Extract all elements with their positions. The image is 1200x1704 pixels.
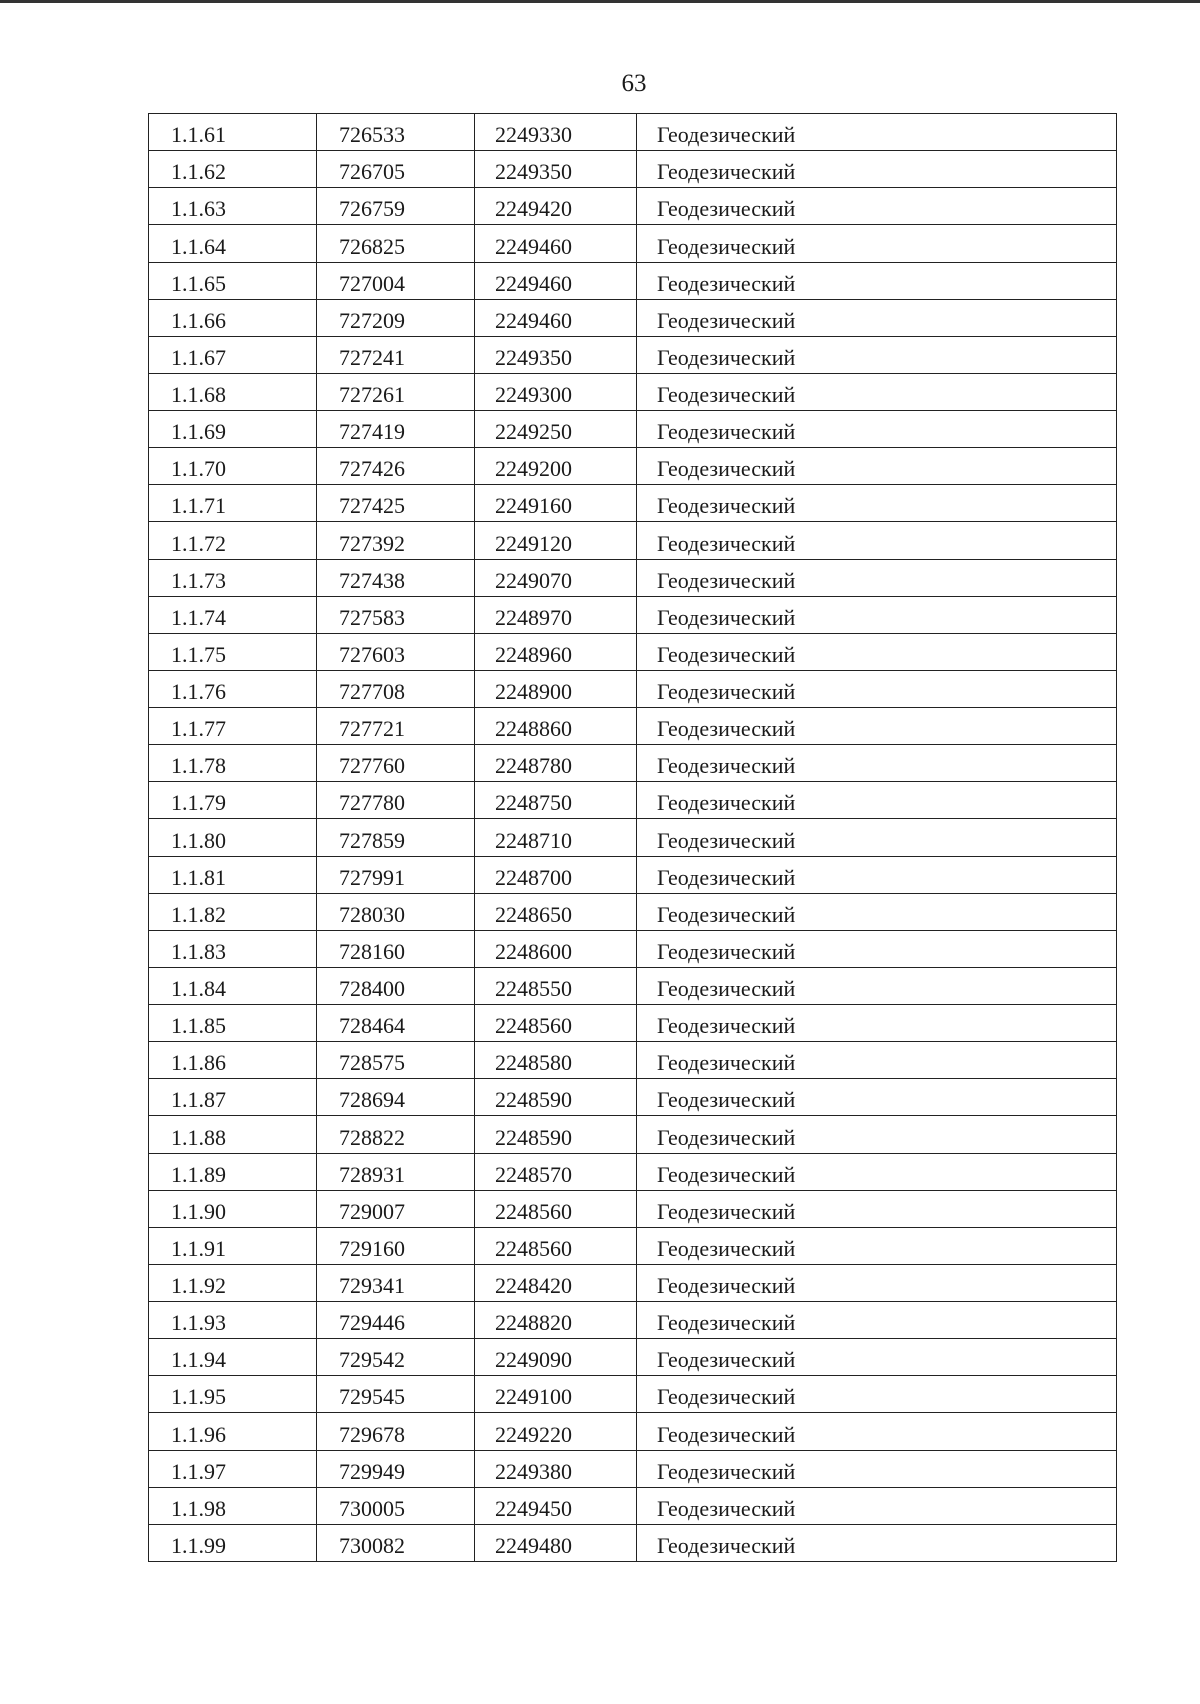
point-number-cell: 1.1.71 — [149, 485, 317, 522]
x-coordinate-cell: 729446 — [317, 1302, 475, 1339]
point-number-cell: 1.1.72 — [149, 522, 317, 559]
point-type-cell: Геодезический — [637, 411, 1117, 448]
y-coordinate-cell: 2249460 — [475, 262, 637, 299]
point-type-cell: Геодезический — [637, 670, 1117, 707]
y-coordinate-cell: 2248560 — [475, 1005, 637, 1042]
point-number-cell: 1.1.67 — [149, 336, 317, 373]
point-number-cell: 1.1.85 — [149, 1005, 317, 1042]
x-coordinate-cell: 727004 — [317, 262, 475, 299]
point-type-cell: Геодезический — [637, 336, 1117, 373]
point-type-cell: Геодезический — [637, 1524, 1117, 1561]
table-row — [149, 225, 1117, 262]
y-coordinate-cell: 2248600 — [475, 930, 637, 967]
point-number-cell: 1.1.68 — [149, 373, 317, 410]
point-type-cell: Геодезический — [637, 1413, 1117, 1450]
x-coordinate-cell: 727438 — [317, 559, 475, 596]
point-number-cell: 1.1.80 — [149, 819, 317, 856]
x-coordinate-cell: 729160 — [317, 1227, 475, 1264]
point-number-cell: 1.1.79 — [149, 782, 317, 819]
y-coordinate-cell: 2248550 — [475, 967, 637, 1004]
table-row — [149, 1413, 1117, 1450]
table-row — [149, 448, 1117, 485]
point-number-cell: 1.1.76 — [149, 670, 317, 707]
page-number: 63 — [621, 70, 647, 97]
y-coordinate-cell: 2249350 — [475, 151, 637, 188]
table-row — [149, 373, 1117, 410]
y-coordinate-cell: 2249220 — [475, 1413, 637, 1450]
x-coordinate-cell: 728160 — [317, 930, 475, 967]
point-number-cell: 1.1.88 — [149, 1116, 317, 1153]
x-coordinate-cell: 727425 — [317, 485, 475, 522]
point-type-cell: Геодезический — [637, 930, 1117, 967]
point-type-cell: Геодезический — [637, 1227, 1117, 1264]
table-row — [149, 151, 1117, 188]
y-coordinate-cell: 2248710 — [475, 819, 637, 856]
point-number-cell: 1.1.75 — [149, 633, 317, 670]
x-coordinate-cell: 727603 — [317, 633, 475, 670]
x-coordinate-cell: 729545 — [317, 1376, 475, 1413]
coordinates-table-body — [149, 114, 1117, 1562]
table-row — [149, 114, 1117, 151]
x-coordinate-cell: 728464 — [317, 1005, 475, 1042]
point-type-cell: Геодезический — [637, 1042, 1117, 1079]
x-coordinate-cell: 727392 — [317, 522, 475, 559]
point-type-cell: Геодезический — [637, 151, 1117, 188]
x-coordinate-cell: 727261 — [317, 373, 475, 410]
x-coordinate-cell: 729949 — [317, 1450, 475, 1487]
point-type-cell: Геодезический — [637, 1116, 1117, 1153]
x-coordinate-cell: 727721 — [317, 708, 475, 745]
point-number-cell: 1.1.64 — [149, 225, 317, 262]
table-row — [149, 1339, 1117, 1376]
table-row — [149, 299, 1117, 336]
point-number-cell: 1.1.73 — [149, 559, 317, 596]
point-number-cell: 1.1.87 — [149, 1079, 317, 1116]
y-coordinate-cell: 2248560 — [475, 1190, 637, 1227]
x-coordinate-cell: 727419 — [317, 411, 475, 448]
x-coordinate-cell: 727426 — [317, 448, 475, 485]
table-row — [149, 967, 1117, 1004]
table-row — [149, 1264, 1117, 1301]
x-coordinate-cell: 727708 — [317, 670, 475, 707]
table-row — [149, 1079, 1117, 1116]
y-coordinate-cell: 2249100 — [475, 1376, 637, 1413]
point-type-cell: Геодезический — [637, 1005, 1117, 1042]
point-type-cell: Геодезический — [637, 633, 1117, 670]
point-number-cell: 1.1.84 — [149, 967, 317, 1004]
point-type-cell: Геодезический — [637, 819, 1117, 856]
point-type-cell: Геодезический — [637, 448, 1117, 485]
point-type-cell: Геодезический — [637, 1376, 1117, 1413]
y-coordinate-cell: 2248590 — [475, 1116, 637, 1153]
table-row — [149, 411, 1117, 448]
x-coordinate-cell: 726705 — [317, 151, 475, 188]
point-type-cell: Геодезический — [637, 1264, 1117, 1301]
y-coordinate-cell: 2249350 — [475, 336, 637, 373]
y-coordinate-cell: 2248560 — [475, 1227, 637, 1264]
x-coordinate-cell: 728575 — [317, 1042, 475, 1079]
point-number-cell: 1.1.99 — [149, 1524, 317, 1561]
point-number-cell: 1.1.82 — [149, 893, 317, 930]
y-coordinate-cell: 2249420 — [475, 188, 637, 225]
y-coordinate-cell: 2249250 — [475, 411, 637, 448]
y-coordinate-cell: 2248900 — [475, 670, 637, 707]
point-number-cell: 1.1.65 — [149, 262, 317, 299]
point-type-cell: Геодезический — [637, 262, 1117, 299]
y-coordinate-cell: 2248960 — [475, 633, 637, 670]
point-number-cell: 1.1.81 — [149, 856, 317, 893]
point-type-cell: Геодезический — [637, 559, 1117, 596]
y-coordinate-cell: 2248650 — [475, 893, 637, 930]
point-type-cell: Геодезический — [637, 188, 1117, 225]
table-row — [149, 1450, 1117, 1487]
x-coordinate-cell: 727209 — [317, 299, 475, 336]
x-coordinate-cell: 726759 — [317, 188, 475, 225]
table-row — [149, 1524, 1117, 1561]
point-number-cell: 1.1.98 — [149, 1487, 317, 1524]
point-type-cell: Геодезический — [637, 373, 1117, 410]
table-row — [149, 1042, 1117, 1079]
x-coordinate-cell: 729007 — [317, 1190, 475, 1227]
table-row — [149, 782, 1117, 819]
table-row — [149, 485, 1117, 522]
table-row — [149, 188, 1117, 225]
table-row — [149, 1005, 1117, 1042]
x-coordinate-cell: 728400 — [317, 967, 475, 1004]
point-number-cell: 1.1.97 — [149, 1450, 317, 1487]
table-row — [149, 633, 1117, 670]
point-number-cell: 1.1.92 — [149, 1264, 317, 1301]
table-row — [149, 262, 1117, 299]
point-number-cell: 1.1.74 — [149, 596, 317, 633]
point-type-cell: Геодезический — [637, 1079, 1117, 1116]
y-coordinate-cell: 2248970 — [475, 596, 637, 633]
point-type-cell: Геодезический — [637, 114, 1117, 151]
y-coordinate-cell: 2248860 — [475, 708, 637, 745]
page-top-edge — [0, 0, 1200, 3]
point-number-cell: 1.1.61 — [149, 114, 317, 151]
point-number-cell: 1.1.95 — [149, 1376, 317, 1413]
x-coordinate-cell: 727991 — [317, 856, 475, 893]
x-coordinate-cell: 726533 — [317, 114, 475, 151]
point-type-cell: Геодезический — [637, 856, 1117, 893]
table-row — [149, 1190, 1117, 1227]
table-row — [149, 745, 1117, 782]
y-coordinate-cell: 2249380 — [475, 1450, 637, 1487]
table-row — [149, 1153, 1117, 1190]
point-type-cell: Геодезический — [637, 893, 1117, 930]
table-row — [149, 1227, 1117, 1264]
y-coordinate-cell: 2249480 — [475, 1524, 637, 1561]
x-coordinate-cell: 729678 — [317, 1413, 475, 1450]
table-row — [149, 522, 1117, 559]
point-number-cell: 1.1.62 — [149, 151, 317, 188]
x-coordinate-cell: 727760 — [317, 745, 475, 782]
point-number-cell: 1.1.78 — [149, 745, 317, 782]
table-row — [149, 670, 1117, 707]
point-number-cell: 1.1.86 — [149, 1042, 317, 1079]
y-coordinate-cell: 2249090 — [475, 1339, 637, 1376]
y-coordinate-cell: 2249460 — [475, 299, 637, 336]
point-type-cell: Геодезический — [637, 1487, 1117, 1524]
table-row — [149, 819, 1117, 856]
point-type-cell: Геодезический — [637, 1339, 1117, 1376]
point-type-cell: Геодезический — [637, 1302, 1117, 1339]
point-type-cell: Геодезический — [637, 225, 1117, 262]
x-coordinate-cell: 727859 — [317, 819, 475, 856]
x-coordinate-cell: 727780 — [317, 782, 475, 819]
point-type-cell: Геодезический — [637, 1450, 1117, 1487]
y-coordinate-cell: 2249200 — [475, 448, 637, 485]
y-coordinate-cell: 2249070 — [475, 559, 637, 596]
y-coordinate-cell: 2248570 — [475, 1153, 637, 1190]
point-number-cell: 1.1.77 — [149, 708, 317, 745]
table-row — [149, 596, 1117, 633]
y-coordinate-cell: 2249160 — [475, 485, 637, 522]
table-row — [149, 336, 1117, 373]
table-row — [149, 856, 1117, 893]
y-coordinate-cell: 2248700 — [475, 856, 637, 893]
point-type-cell: Геодезический — [637, 745, 1117, 782]
y-coordinate-cell: 2249300 — [475, 373, 637, 410]
y-coordinate-cell: 2249460 — [475, 225, 637, 262]
x-coordinate-cell: 727241 — [317, 336, 475, 373]
y-coordinate-cell: 2249330 — [475, 114, 637, 151]
point-type-cell: Геодезический — [637, 782, 1117, 819]
table-row — [149, 1116, 1117, 1153]
table-row — [149, 559, 1117, 596]
point-number-cell: 1.1.70 — [149, 448, 317, 485]
point-number-cell: 1.1.96 — [149, 1413, 317, 1450]
y-coordinate-cell: 2248590 — [475, 1079, 637, 1116]
table-row — [149, 1376, 1117, 1413]
x-coordinate-cell: 727583 — [317, 596, 475, 633]
point-number-cell: 1.1.91 — [149, 1227, 317, 1264]
x-coordinate-cell: 728694 — [317, 1079, 475, 1116]
point-number-cell: 1.1.89 — [149, 1153, 317, 1190]
point-type-cell: Геодезический — [637, 596, 1117, 633]
y-coordinate-cell: 2248420 — [475, 1264, 637, 1301]
x-coordinate-cell: 728030 — [317, 893, 475, 930]
point-number-cell: 1.1.63 — [149, 188, 317, 225]
table-row — [149, 1487, 1117, 1524]
y-coordinate-cell: 2248580 — [475, 1042, 637, 1079]
table-row — [149, 930, 1117, 967]
point-number-cell: 1.1.69 — [149, 411, 317, 448]
point-type-cell: Геодезический — [637, 485, 1117, 522]
point-number-cell: 1.1.83 — [149, 930, 317, 967]
point-number-cell: 1.1.94 — [149, 1339, 317, 1376]
y-coordinate-cell: 2248820 — [475, 1302, 637, 1339]
point-type-cell: Геодезический — [637, 708, 1117, 745]
point-type-cell: Геодезический — [637, 299, 1117, 336]
point-number-cell: 1.1.90 — [149, 1190, 317, 1227]
coordinates-table — [148, 113, 1117, 1562]
table-row — [149, 708, 1117, 745]
x-coordinate-cell: 728822 — [317, 1116, 475, 1153]
x-coordinate-cell: 729341 — [317, 1264, 475, 1301]
point-number-cell: 1.1.93 — [149, 1302, 317, 1339]
point-type-cell: Геодезический — [637, 967, 1117, 1004]
y-coordinate-cell: 2249120 — [475, 522, 637, 559]
x-coordinate-cell: 730082 — [317, 1524, 475, 1561]
x-coordinate-cell: 726825 — [317, 225, 475, 262]
x-coordinate-cell: 728931 — [317, 1153, 475, 1190]
y-coordinate-cell: 2248780 — [475, 745, 637, 782]
table-row — [149, 893, 1117, 930]
point-type-cell: Геодезический — [637, 1153, 1117, 1190]
point-type-cell: Геодезический — [637, 522, 1117, 559]
point-type-cell: Геодезический — [637, 1190, 1117, 1227]
y-coordinate-cell: 2248750 — [475, 782, 637, 819]
x-coordinate-cell: 730005 — [317, 1487, 475, 1524]
point-number-cell: 1.1.66 — [149, 299, 317, 336]
table-row — [149, 1302, 1117, 1339]
y-coordinate-cell: 2249450 — [475, 1487, 637, 1524]
x-coordinate-cell: 729542 — [317, 1339, 475, 1376]
